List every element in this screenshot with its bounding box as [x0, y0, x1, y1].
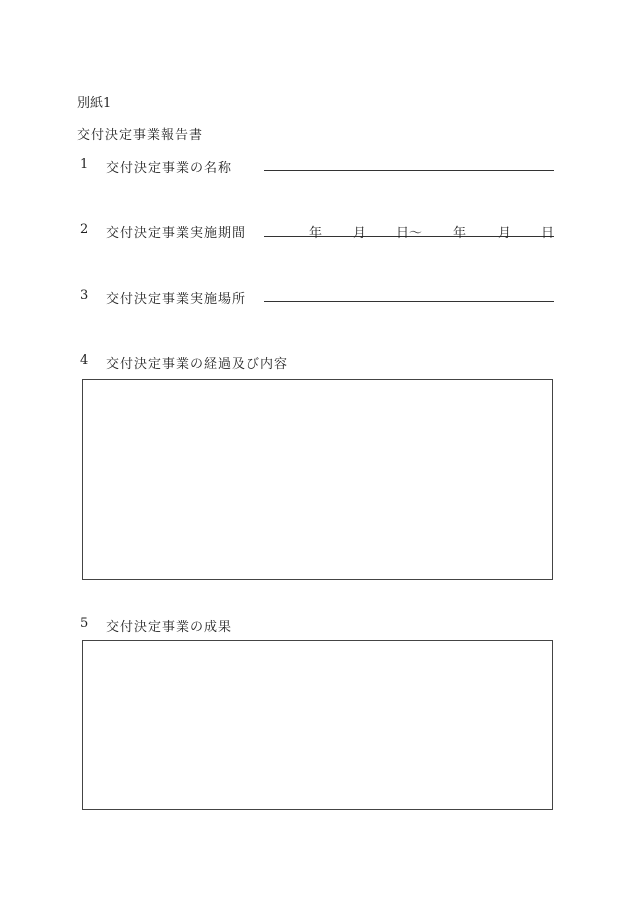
start-day-unit: 日〜	[396, 226, 423, 241]
project-location-field[interactable]	[264, 301, 554, 302]
item-label: 交付決定事業実施場所	[106, 292, 247, 307]
document-title: 交付決定事業報告書	[77, 128, 204, 143]
item-label: 交付決定事業の経過及び内容	[106, 357, 289, 372]
end-month-unit: 月	[498, 226, 512, 241]
item-label: 交付決定事業実施期間	[106, 226, 247, 241]
item-label: 交付決定事業の成果	[106, 620, 233, 635]
attachment-label: 別紙1	[77, 96, 112, 111]
project-name-field[interactable]	[264, 170, 554, 171]
results-box[interactable]	[82, 640, 553, 810]
start-month-unit: 月	[353, 226, 367, 241]
item-number: 3	[80, 288, 89, 303]
item-number: 1	[80, 157, 89, 172]
item-number: 5	[80, 616, 89, 631]
item-number: 2	[80, 222, 89, 237]
progress-content-box[interactable]	[82, 379, 553, 580]
item-number: 4	[80, 353, 89, 368]
start-year-unit: 年	[309, 226, 323, 241]
end-year-unit: 年	[453, 226, 467, 241]
end-day-unit: 日	[541, 226, 555, 241]
item-label: 交付決定事業の名称	[106, 161, 233, 176]
